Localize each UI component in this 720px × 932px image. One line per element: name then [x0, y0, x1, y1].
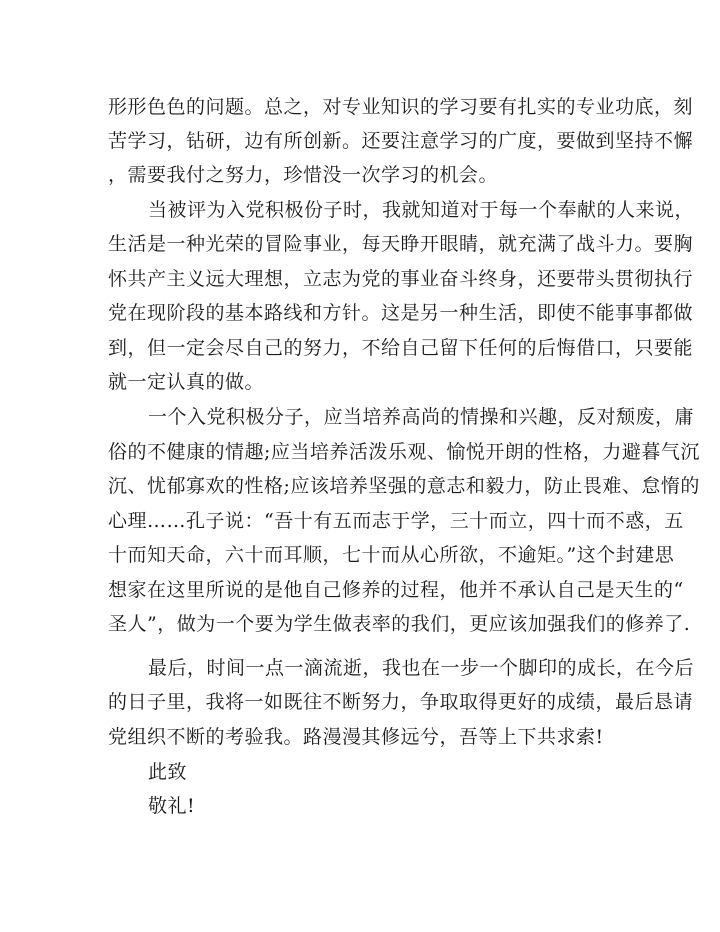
paragraph-line: 苦学习，钻研，边有所创新。还要注意学习的广度，要做到坚持不懈	[108, 130, 694, 152]
paragraph-line: 俗的不健康的情趣;应当培养活泼乐观、愉悦开朗的性格，力避暮气沉	[108, 441, 700, 463]
paragraph-line: 十而知天命，六十而耳顺，七十而从心所欲，不逾矩。”这个封建思	[108, 544, 675, 566]
paragraph-line: ，需要我付之努力，珍惜没一次学习的机会。	[108, 164, 499, 186]
paragraph-line: 怀共产主义远大理想，立志为党的事业奋斗终身，还要带头贯彻执行	[108, 268, 694, 290]
paragraph-line: 沉、忧郁寡欢的性格;应该培养坚强的意志和毅力，防止畏难、怠惰的	[108, 475, 700, 497]
paragraph-line: 党组织不断的考验我。路漫漫其修远兮，吾等上下共求索!	[108, 726, 604, 748]
paragraph-line: 最后，时间一点一滴流逝，我也在一步一个脚印的成长，在今后	[148, 657, 695, 679]
paragraph-line: 形形色色的问题。总之，对专业知识的学习要有扎实的专业功底，刻	[108, 96, 694, 118]
paragraph-line: 想家在这里所说的是他自己修养的过程，他并不承认自己是天生的“	[108, 579, 684, 601]
paragraph-line: 一个入党积极分子，应当培养高尚的情操和兴趣，反对颓废，庸	[148, 406, 695, 428]
paragraph-line: 心理……孔子说：“吾十有五而志于学，三十而立，四十而不惑，五	[108, 510, 684, 532]
paragraph-line: 当被评为入党积极份子时，我就知道对于每一个奉献的人来说，	[148, 199, 695, 221]
paragraph-line: 生活是一种光荣的冒险事业，每天睁开眼睛，就充满了战斗力。要胸	[108, 233, 694, 255]
closing-regards: 敬礼!	[148, 795, 196, 817]
paragraph-line: 就一定认真的做。	[108, 371, 265, 393]
closing-salutation: 此致	[148, 761, 188, 783]
paragraph-line: 的日子里，我将一如既往不断努力，争取取得更好的成绩，最后恳请	[108, 691, 694, 713]
paragraph-line: 圣人”，做为一个要为学生做表率的我们，更应该加强我们的修养了.	[108, 613, 691, 635]
paragraph-line: 到，但一定会尽自己的努力，不给自己留下任何的后悔借口，只要能	[108, 337, 694, 359]
paragraph-line: 党在现阶段的基本路线和方针。这是另一种生活，即使不能事事都做	[108, 302, 694, 324]
